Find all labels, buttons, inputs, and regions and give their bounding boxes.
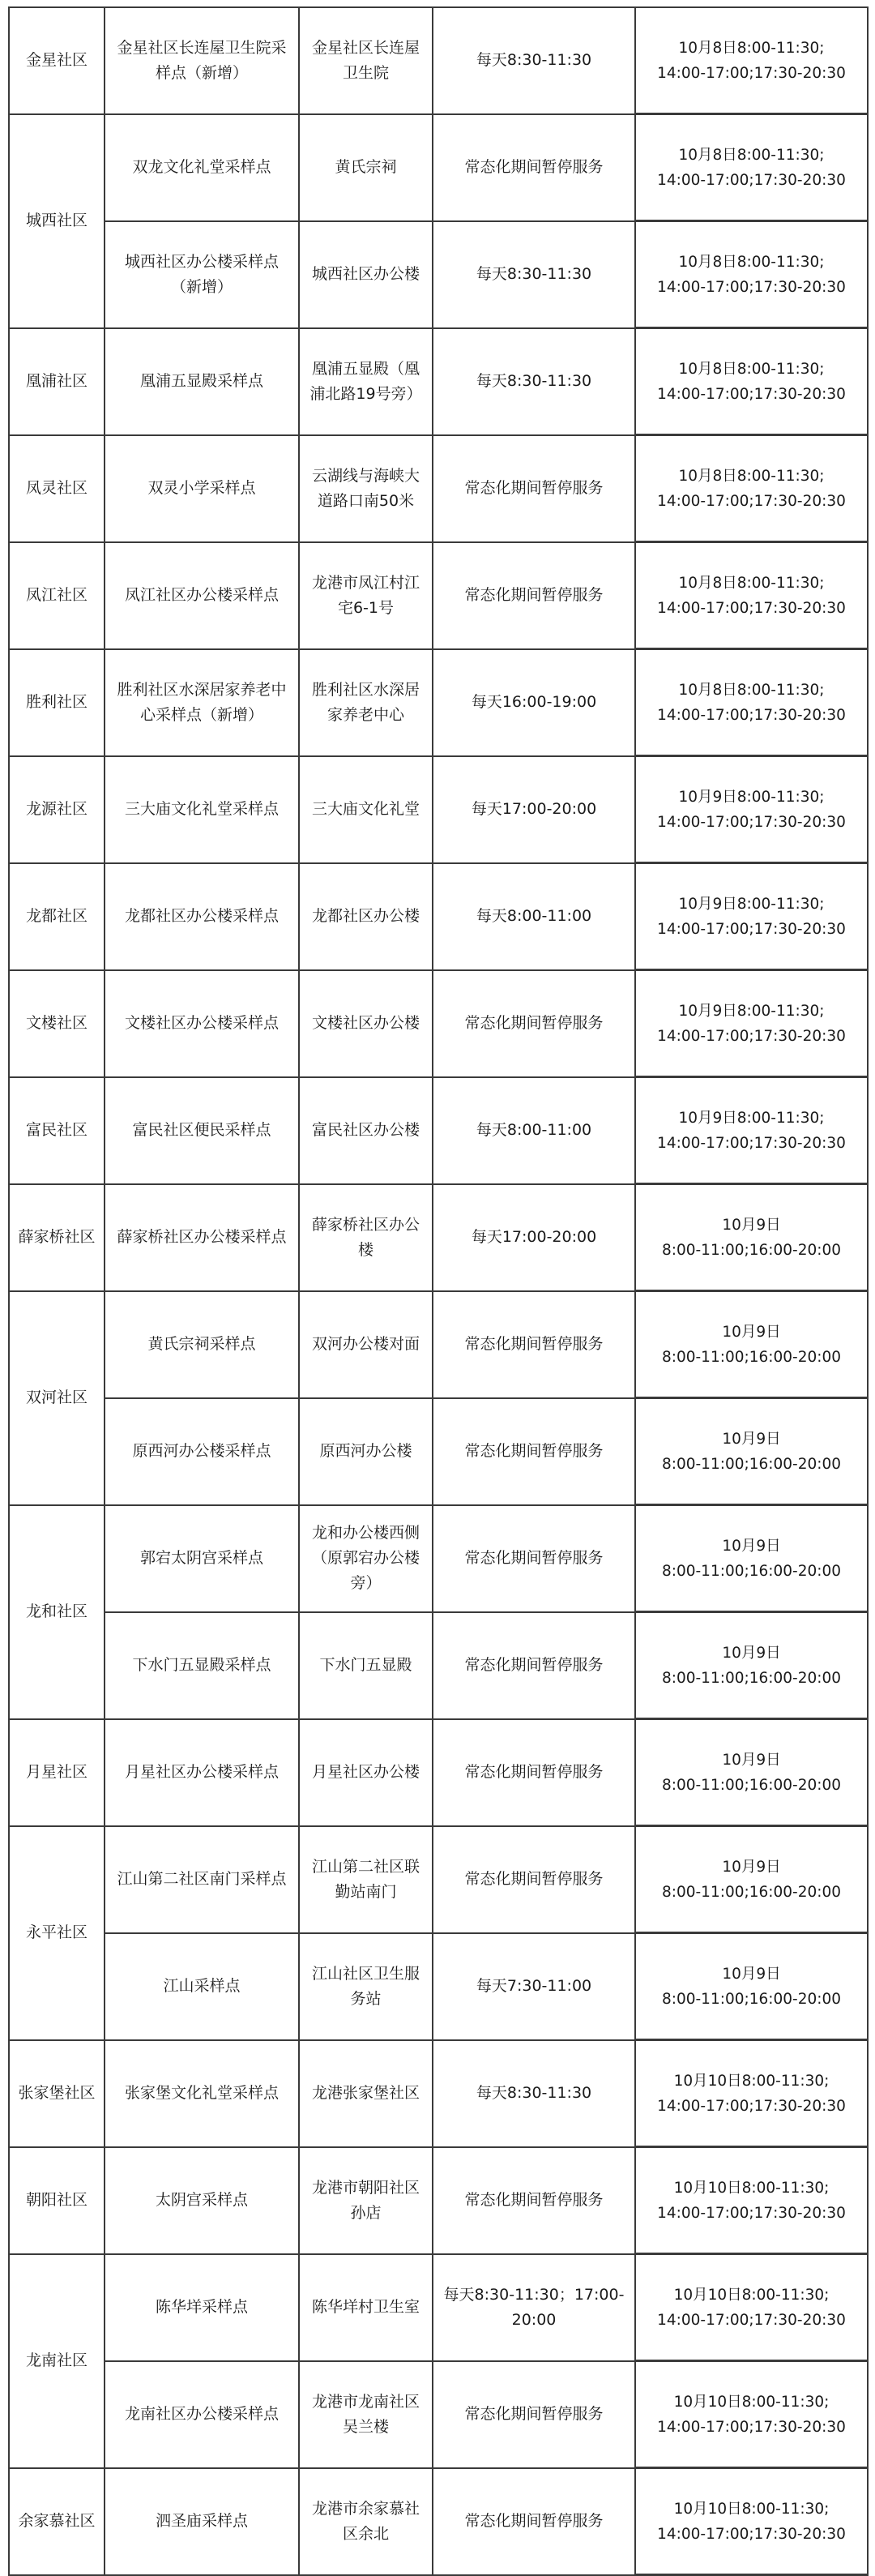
hours-cell: 常态化期间暂停服务 (433, 1612, 635, 1719)
site-cell: 太阴宫采样点 (105, 2147, 299, 2254)
hours-cell: 每天17:00-20:00 (433, 756, 635, 863)
community-cell: 龙南社区 (9, 2254, 105, 2468)
address-cell: 龙和办公楼西侧（原郭宕办公楼旁） (299, 1505, 433, 1612)
address-cell: 胜利社区水深居家养老中心 (299, 649, 433, 756)
community-cell: 余家慕社区 (9, 2468, 105, 2575)
site-cell: 张家堡文化礼堂采样点 (105, 2040, 299, 2147)
address-cell: 文楼社区办公楼 (299, 970, 433, 1077)
table-row (9, 2147, 868, 2254)
hours-cell: 常态化期间暂停服务 (433, 1505, 635, 1612)
table-row (9, 221, 868, 328)
site-cell: 金星社区长连屋卫生院采样点（新增） (105, 7, 299, 114)
address-cell: 龙港市朝阳社区孙店 (299, 2147, 433, 2254)
address-cell: 月星社区办公楼 (299, 1719, 433, 1826)
table-row (9, 1184, 868, 1291)
site-cell: 江山第二社区南门采样点 (105, 1826, 299, 1933)
address-cell: 凰浦五显殿（凰浦北路19号旁） (299, 328, 433, 435)
site-cell: 文楼社区办公楼采样点 (105, 970, 299, 1077)
hours-cell: 常态化期间暂停服务 (433, 2361, 635, 2468)
address-cell: 富民社区办公楼 (299, 1077, 433, 1184)
address-cell: 金星社区长连屋卫生院 (299, 7, 433, 114)
hours-cell: 常态化期间暂停服务 (433, 970, 635, 1077)
community-cell: 朝阳社区 (9, 2147, 105, 2254)
hours-cell: 每天7:30-11:00 (433, 1933, 635, 2040)
address-cell: 三大庙文化礼堂 (299, 756, 433, 863)
community-cell: 城西社区 (9, 114, 105, 328)
date-cell: 10月8日8:00-11:30; 14:00-17:00;17:30-20:30 (635, 542, 868, 649)
address-cell: 城西社区办公楼 (299, 221, 433, 328)
address-cell: 龙港市龙南社区吴兰楼 (299, 2361, 433, 2468)
date-cell: 10月8日8:00-11:30; 14:00-17:00;17:30-20:30 (635, 328, 868, 435)
address-cell: 薛家桥社区办公楼 (299, 1184, 433, 1291)
table-row (9, 114, 868, 221)
community-cell: 龙源社区 (9, 756, 105, 863)
table-row (9, 2040, 868, 2147)
date-cell: 10月9日8:00-11:30; 14:00-17:00;17:30-20:30 (635, 970, 868, 1077)
date-cell: 10月10日8:00-11:30; 14:00-17:00;17:30-20:30 (635, 2147, 868, 2254)
hours-cell: 常态化期间暂停服务 (433, 1398, 635, 1505)
table-row (9, 649, 868, 756)
table-row (9, 756, 868, 863)
table-row (9, 1933, 868, 2040)
address-cell: 龙港张家堡社区 (299, 2040, 433, 2147)
date-cell: 10月10日8:00-11:30; 14:00-17:00;17:30-20:30 (635, 2040, 868, 2147)
hours-cell: 每天8:30-11:30 (433, 221, 635, 328)
hours-cell: 每天17:00-20:00 (433, 1184, 635, 1291)
site-cell: 薛家桥社区办公楼采样点 (105, 1184, 299, 1291)
table-row (9, 7, 868, 114)
hours-cell: 常态化期间暂停服务 (433, 114, 635, 221)
address-cell: 龙港市余家慕社区余北 (299, 2468, 433, 2575)
site-cell: 富民社区便民采样点 (105, 1077, 299, 1184)
date-cell: 10月9日 8:00-11:00;16:00-20:00 (635, 1398, 868, 1505)
site-cell: 下水门五显殿采样点 (105, 1612, 299, 1719)
date-cell: 10月8日8:00-11:30; 14:00-17:00;17:30-20:30 (635, 7, 868, 114)
community-cell: 龙都社区 (9, 863, 105, 970)
site-cell: 江山采样点 (105, 1933, 299, 2040)
site-cell: 郭宕太阴宫采样点 (105, 1505, 299, 1612)
table-row (9, 1291, 868, 1398)
table-row (9, 542, 868, 649)
sampling-schedule-table (8, 6, 869, 2576)
date-cell: 10月9日 8:00-11:00;16:00-20:00 (635, 1933, 868, 2040)
community-cell: 张家堡社区 (9, 2040, 105, 2147)
site-cell: 城西社区办公楼采样点（新增） (105, 221, 299, 328)
table-row (9, 2254, 868, 2361)
community-cell: 金星社区 (9, 7, 105, 114)
date-cell: 10月9日8:00-11:30; 14:00-17:00;17:30-20:30 (635, 756, 868, 863)
hours-cell: 常态化期间暂停服务 (433, 2468, 635, 2575)
site-cell: 双龙文化礼堂采样点 (105, 114, 299, 221)
date-cell: 10月9日 8:00-11:00;16:00-20:00 (635, 1184, 868, 1291)
date-cell: 10月9日 8:00-11:00;16:00-20:00 (635, 1291, 868, 1398)
date-cell: 10月8日8:00-11:30; 14:00-17:00;17:30-20:30 (635, 649, 868, 756)
address-cell: 原西河办公楼 (299, 1398, 433, 1505)
date-cell: 10月9日8:00-11:30; 14:00-17:00;17:30-20:30 (635, 1077, 868, 1184)
hours-cell: 每天8:30-11:30 (433, 328, 635, 435)
site-cell: 黄氏宗祠采样点 (105, 1291, 299, 1398)
hours-cell: 每天16:00-19:00 (433, 649, 635, 756)
date-cell: 10月8日8:00-11:30; 14:00-17:00;17:30-20:30 (635, 435, 868, 542)
site-cell: 龙都社区办公楼采样点 (105, 863, 299, 970)
community-cell: 凤灵社区 (9, 435, 105, 542)
table-row (9, 970, 868, 1077)
hours-cell: 每天8:00-11:00 (433, 863, 635, 970)
site-cell: 三大庙文化礼堂采样点 (105, 756, 299, 863)
date-cell: 10月9日8:00-11:30; 14:00-17:00;17:30-20:30 (635, 863, 868, 970)
table-row (9, 1398, 868, 1505)
hours-cell: 每天8:30-11:30 (433, 2040, 635, 2147)
community-cell: 龙和社区 (9, 1505, 105, 1719)
date-cell: 10月9日 8:00-11:00;16:00-20:00 (635, 1612, 868, 1719)
site-cell: 龙南社区办公楼采样点 (105, 2361, 299, 2468)
site-cell: 双灵小学采样点 (105, 435, 299, 542)
date-cell: 10月10日8:00-11:30; 14:00-17:00;17:30-20:30 (635, 2361, 868, 2468)
table-row (9, 1077, 868, 1184)
site-cell: 月星社区办公楼采样点 (105, 1719, 299, 1826)
hours-cell: 常态化期间暂停服务 (433, 542, 635, 649)
site-cell: 泗圣庙采样点 (105, 2468, 299, 2575)
date-cell: 10月9日 8:00-11:00;16:00-20:00 (635, 1826, 868, 1933)
address-cell: 陈华垟村卫生室 (299, 2254, 433, 2361)
table-row (9, 1505, 868, 1612)
table-row (9, 435, 868, 542)
site-cell: 凰浦五显殿采样点 (105, 328, 299, 435)
hours-cell: 每天8:30-11:30；17:00-20:00 (433, 2254, 635, 2361)
hours-cell: 常态化期间暂停服务 (433, 1826, 635, 1933)
table-row (9, 1826, 868, 1933)
date-cell: 10月8日8:00-11:30; 14:00-17:00;17:30-20:30 (635, 114, 868, 221)
site-cell: 胜利社区水深居家养老中心采样点（新增） (105, 649, 299, 756)
community-cell: 永平社区 (9, 1826, 105, 2040)
hours-cell: 每天8:00-11:00 (433, 1077, 635, 1184)
table-row (9, 2361, 868, 2468)
date-cell: 10月9日 8:00-11:00;16:00-20:00 (635, 1505, 868, 1612)
table-row (9, 1612, 868, 1719)
table-row (9, 2468, 868, 2575)
table-row (9, 328, 868, 435)
hours-cell: 常态化期间暂停服务 (433, 435, 635, 542)
community-cell: 薛家桥社区 (9, 1184, 105, 1291)
address-cell: 下水门五显殿 (299, 1612, 433, 1719)
address-cell: 龙都社区办公楼 (299, 863, 433, 970)
site-cell: 凤江社区办公楼采样点 (105, 542, 299, 649)
date-cell: 10月8日8:00-11:30; 14:00-17:00;17:30-20:30 (635, 221, 868, 328)
hours-cell: 常态化期间暂停服务 (433, 1719, 635, 1826)
date-cell: 10月9日 8:00-11:00;16:00-20:00 (635, 1719, 868, 1826)
date-cell: 10月10日8:00-11:30; 14:00-17:00;17:30-20:30 (635, 2468, 868, 2575)
site-cell: 陈华垟采样点 (105, 2254, 299, 2361)
community-cell: 文楼社区 (9, 970, 105, 1077)
community-cell: 富民社区 (9, 1077, 105, 1184)
address-cell: 江山第二社区联勤站南门 (299, 1826, 433, 1933)
community-cell: 双河社区 (9, 1291, 105, 1505)
table-row (9, 1719, 868, 1826)
date-cell: 10月10日8:00-11:30; 14:00-17:00;17:30-20:30 (635, 2254, 868, 2361)
address-cell: 双河办公楼对面 (299, 1291, 433, 1398)
hours-cell: 每天8:30-11:30 (433, 7, 635, 114)
hours-cell: 常态化期间暂停服务 (433, 1291, 635, 1398)
community-cell: 胜利社区 (9, 649, 105, 756)
address-cell: 云湖线与海峡大道路口南50米 (299, 435, 433, 542)
hours-cell: 常态化期间暂停服务 (433, 2147, 635, 2254)
address-cell: 江山社区卫生服务站 (299, 1933, 433, 2040)
community-cell: 凤江社区 (9, 542, 105, 649)
community-cell: 凰浦社区 (9, 328, 105, 435)
community-cell: 月星社区 (9, 1719, 105, 1826)
address-cell: 黄氏宗祠 (299, 114, 433, 221)
table-row (9, 863, 868, 970)
site-cell: 原西河办公楼采样点 (105, 1398, 299, 1505)
address-cell: 龙港市凤江村江宅6-1号 (299, 542, 433, 649)
